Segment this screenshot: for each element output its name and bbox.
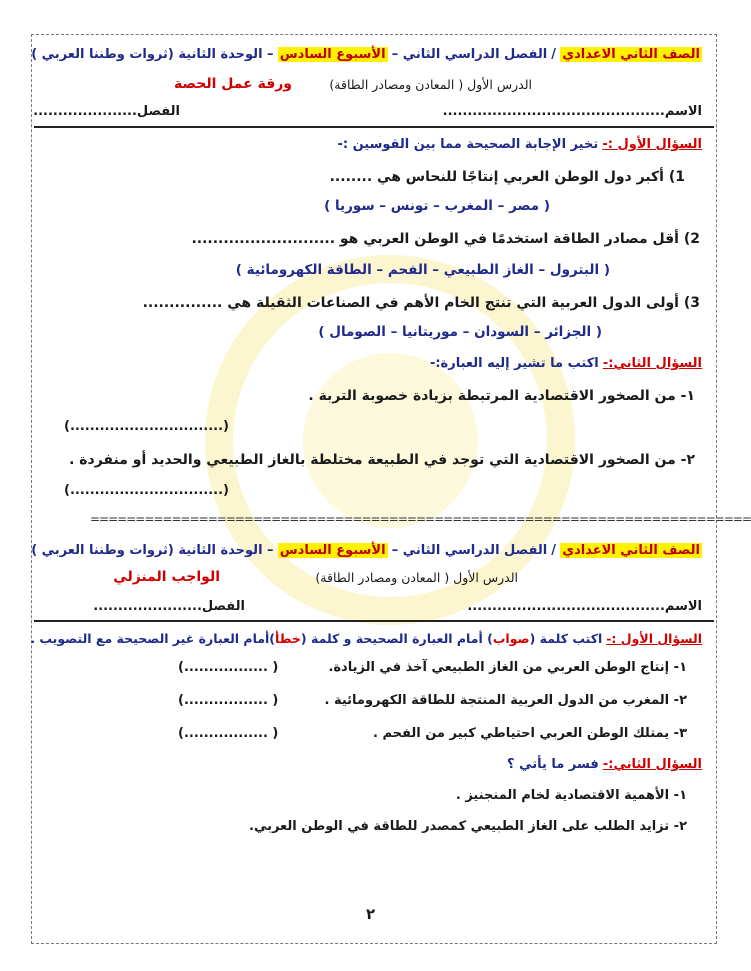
hw-q1-blank-1[interactable]: ( .................) <box>178 660 279 675</box>
cw-q2-label: السؤال الثاني:- <box>602 356 702 371</box>
hw-q1-wrong: خطأ <box>275 631 301 646</box>
hw-q2-item-2: ٢- تزايد الطلب على الغاز الطبيعي كمصدر للطاقة في الوطن العربي. <box>249 819 687 834</box>
cw-class-field: الفصل..................... <box>33 104 180 119</box>
cw-unit: – الوحدة الثانية (ثروات وطننا العربي ) <box>31 47 274 62</box>
cw-q2-heading <box>40 355 702 373</box>
cw-q2-item-1: ١- من الصخور الاقتصادية المرتبطة بزيادة خصوبة التربة . <box>308 388 695 404</box>
hw-q1-heading <box>30 630 702 648</box>
cw-grade: الصف الثاني الاعدادي <box>562 47 700 62</box>
cw-q2-blank-1[interactable]: (...............................) <box>64 419 229 434</box>
cw-name-field: الاسم............................................. <box>442 104 702 119</box>
hw-sep: / <box>551 543 557 558</box>
hw-q2-item-1: ١- الأهمية الاقتصادية لخام المنجنيز . <box>455 788 687 803</box>
hw-q2-instruction: فسر ما يأتي ؟ <box>507 757 599 772</box>
hw-class-field: الفصل...................... <box>93 599 245 614</box>
hw-title: الواجب المنزلي <box>113 569 220 585</box>
hw-term: الفصل الدراسي الثاني – <box>391 543 548 558</box>
cw-q1-choices-3: ( الجزائر – السودان – موريتانيا – الصومال ) <box>318 324 602 340</box>
cw-q2-blank-2[interactable]: (...............................) <box>64 483 229 498</box>
cw-q1-choices-1: ( مصر – المغرب – تونس – سوريا ) <box>324 198 550 214</box>
cw-q1-choices-2: ( البترول – الغاز الطبيعي – الفحم – الطاقة الكهرومائية ) <box>235 262 610 278</box>
hw-q1-instr-a: اكتب كلمة ( <box>529 631 603 646</box>
cw-q2-item-2: ٢- من الصخور الاقتصادية التي توجد في الطبيعة مختلطة بالغاز الطبيعي والحديد أو منفردة . <box>69 452 695 468</box>
hw-q1-item-2: ٢- المغرب من الدول العربية المنتجة للطاقة الكهرومائية . <box>324 693 687 708</box>
hw-q1-item-3: ٣- يمتلك الوطن العربي احتياطي كبير من الفحم . <box>372 726 687 741</box>
cw-header-line <box>31 46 702 64</box>
hw-q2-label: السؤال الثاني:- <box>602 757 702 772</box>
hw-header-rule <box>34 620 714 622</box>
hw-grade: الصف الثاني الاعدادي <box>562 543 700 558</box>
hw-q1-blank-2[interactable]: ( .................) <box>178 693 279 708</box>
hw-q1-correct: صواب <box>492 631 530 646</box>
hw-q1-instr-c: )أمام العبارة غير الصحيحة مع التصويب . <box>30 631 276 646</box>
hw-q1-label: السؤال الأول :- <box>606 631 702 646</box>
cw-q2-instruction: اكتب ما تشير إليه العبارة:- <box>429 356 599 371</box>
cw-q1-item-1: 1) أكبر دول الوطن العربي إنتاجًا للنحاس هي ........ <box>329 169 685 185</box>
cw-sep: / <box>551 47 557 62</box>
page-number: ٢ <box>366 905 376 923</box>
cw-week: الأسبوع السادس <box>279 47 386 62</box>
cw-q1-instruction: تخير الإجابة الصحيحة مما بين القوسين :- <box>337 137 599 152</box>
cw-lesson: الدرس الأول ( المعادن ومصادر الطاقة) <box>329 77 532 92</box>
hw-q1-blank-3[interactable]: ( .................) <box>178 726 279 741</box>
hw-q1-item-1: ١- إنتاج الوطن العربي من الغاز الطبيعي آخذ في الزيادة. <box>328 660 687 675</box>
hw-name-field: الاسم........................................ <box>467 599 702 614</box>
hw-unit: – الوحدة الثانية (ثروات وطننا العربي ) <box>31 543 274 558</box>
cw-term: الفصل الدراسي الثاني – <box>391 47 548 62</box>
hw-week: الأسبوع السادس <box>279 543 386 558</box>
cw-q1-item-3: 3) أولى الدول العربية التي تنتج الخام الأهم في الصناعات الثقيلة هي ............... <box>142 295 700 311</box>
cw-q1-heading <box>40 136 702 154</box>
cw-sheet-title: ورقة عمل الحصة <box>173 76 292 92</box>
hw-q2-heading <box>40 756 702 774</box>
hw-q1-instr-b: ) أمام العبارة الصحيحة و كلمة ( <box>300 631 493 646</box>
cw-header-rule <box>34 126 714 128</box>
hw-header-line <box>31 542 702 560</box>
cw-q1-item-2: 2) أقل مصادر الطاقة استخدمًا في الوطن العربي هو ........................... <box>191 231 700 247</box>
section-divider: ========================================================================= <box>90 512 751 526</box>
cw-q1-label: السؤال الأول :- <box>602 137 702 152</box>
hw-lesson: الدرس الأول ( المعادن ومصادر الطاقة) <box>315 570 518 585</box>
